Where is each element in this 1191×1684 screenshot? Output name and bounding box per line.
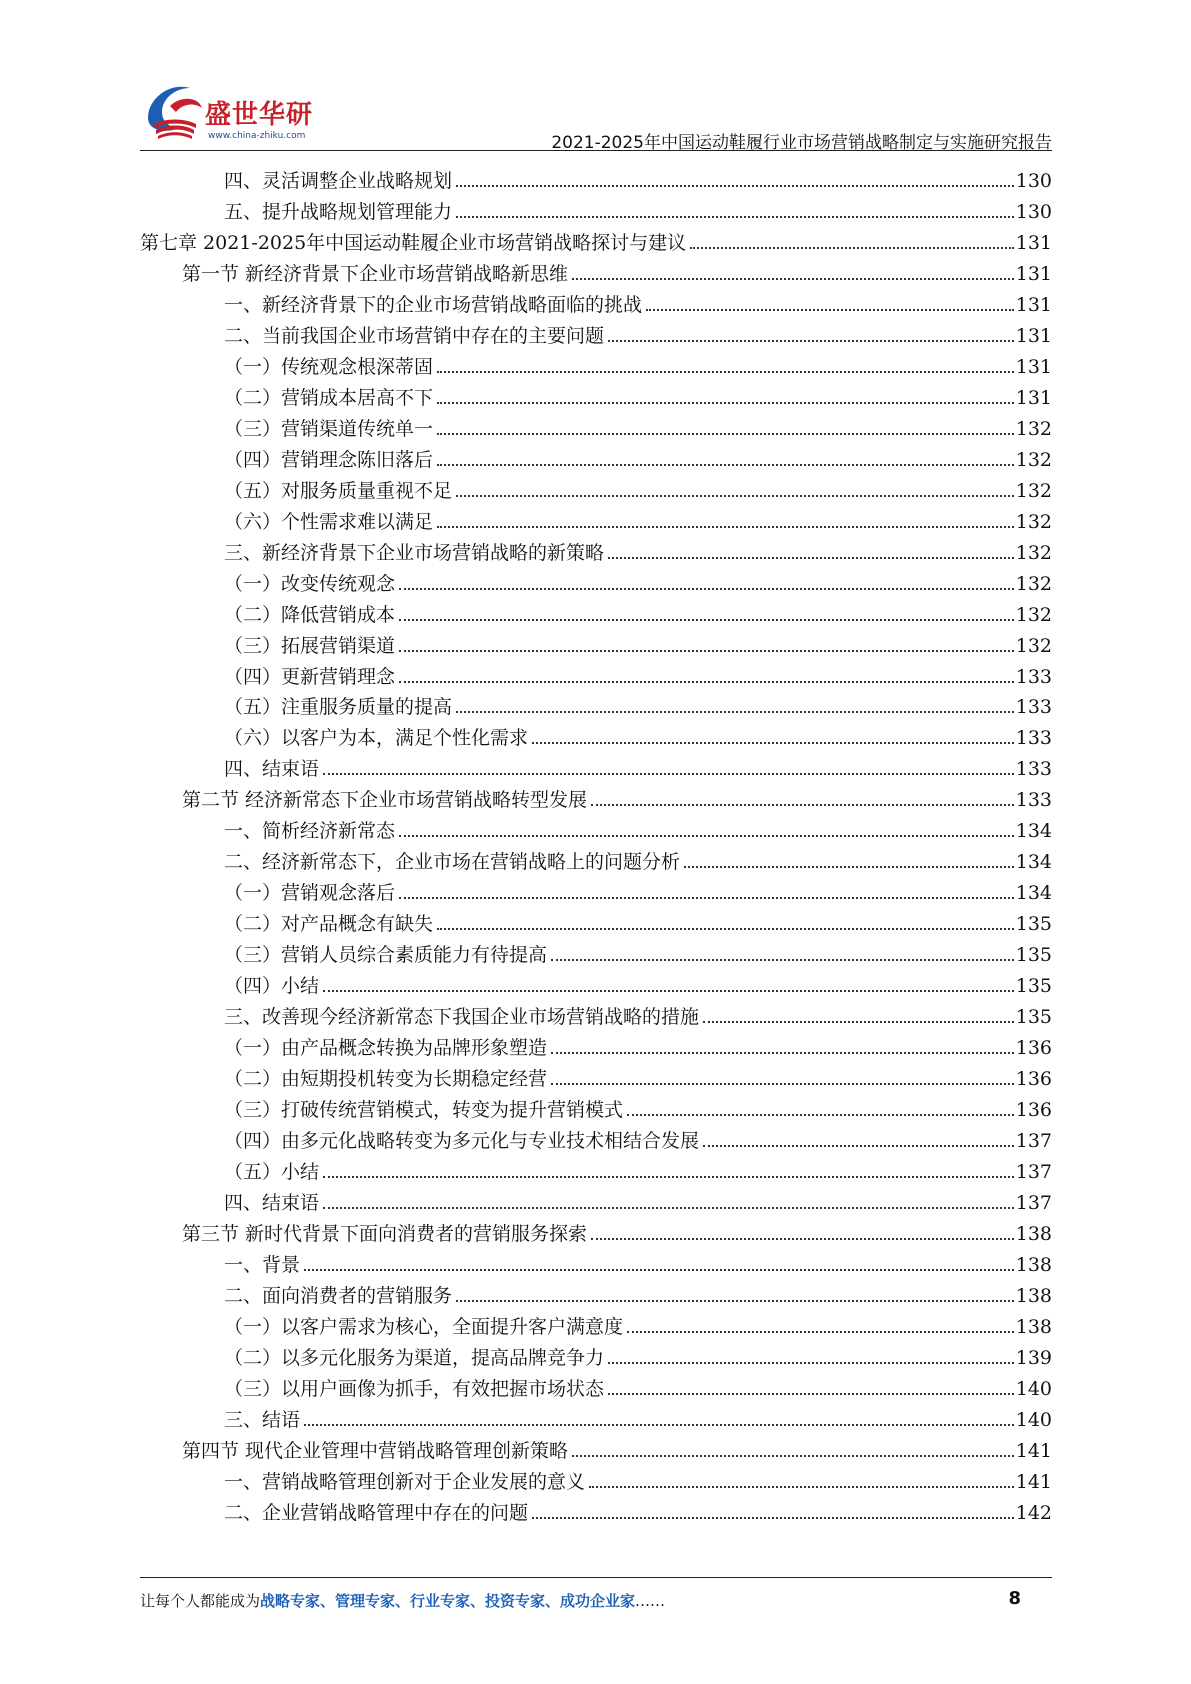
toc-dot-leader: [684, 866, 1014, 868]
toc-entry-page: 134: [1015, 882, 1052, 905]
toc-entry[interactable]: [140, 717, 1052, 748]
header-divider: [140, 150, 1052, 151]
toc-dot-leader: [399, 897, 1014, 899]
toc-entry-page: 142: [1015, 1501, 1052, 1524]
toc-entry-page: 132: [1015, 479, 1052, 502]
toc-entry-title: （四）由多元化战略转变为多元化与专业技术相结合发展: [224, 1130, 700, 1153]
toc-dot-leader: [532, 1517, 1014, 1519]
toc-entry-title: 三、结语: [224, 1408, 301, 1431]
toc-entry[interactable]: [140, 284, 1052, 315]
toc-entry[interactable]: [140, 996, 1052, 1027]
toc-dot-leader: [572, 278, 1014, 280]
toc-entry[interactable]: [140, 1182, 1052, 1213]
toc-entry-page: 137: [1015, 1161, 1052, 1184]
toc-dot-leader: [437, 464, 1014, 466]
company-logo: [140, 76, 314, 146]
toc-entry-title: 第七章 2021-2025年中国运动鞋履企业市场营销战略探讨与建议: [140, 231, 687, 254]
toc-entry-title: 一、简析经济新常态: [224, 820, 396, 843]
toc-entry-title: （三）拓展营销渠道: [224, 634, 396, 657]
toc-entry-page: 132: [1015, 634, 1052, 657]
toc-entry-page: 132: [1015, 572, 1052, 595]
toc-dot-leader: [703, 1021, 1014, 1023]
toc-entry-page: 137: [1015, 1130, 1052, 1153]
logo-name: 盛世华研: [205, 100, 314, 130]
toc-entry[interactable]: [140, 1151, 1052, 1182]
toc-entry-title: 第四节 现代企业管理中营销战略管理创新策略: [182, 1439, 569, 1462]
toc-entry[interactable]: [140, 810, 1052, 841]
toc-entry-title: 五、提升战略规划管理能力: [224, 200, 453, 223]
toc-dot-leader: [591, 804, 1014, 806]
toc-entry[interactable]: [140, 841, 1052, 872]
toc-entry-page: 138: [1015, 1284, 1052, 1307]
toc-dot-leader: [456, 711, 1014, 713]
toc-entry-page: 130: [1015, 170, 1052, 192]
toc-entry-page: 131: [1015, 293, 1052, 316]
toc-entry[interactable]: [140, 1058, 1052, 1089]
toc-dot-leader: [323, 990, 1014, 992]
toc-entry-page: 131: [1015, 355, 1052, 378]
toc-dot-leader: [608, 1393, 1014, 1395]
toc-dot-leader: [572, 1455, 1014, 1457]
toc-entry-page: 132: [1015, 510, 1052, 533]
toc-entry-title: 第三节 新时代背景下面向消费者的营销服务探索: [182, 1222, 588, 1245]
toc-entry-page: 134: [1015, 851, 1052, 874]
toc-entry[interactable]: [140, 191, 1052, 222]
toc-dot-leader: [304, 1424, 1014, 1426]
toc-dot-leader: [456, 185, 1014, 187]
toc-entry-title: 三、新经济背景下企业市场营销战略的新策略: [224, 541, 605, 564]
toc-entry[interactable]: [140, 1120, 1052, 1151]
toc-entry-title: 一、背景: [224, 1253, 301, 1276]
toc-dot-leader: [551, 1052, 1014, 1054]
toc-entry[interactable]: [140, 779, 1052, 810]
toc-entry-title: 二、面向消费者的营销服务: [224, 1284, 453, 1307]
toc-entry-page: 131: [1015, 386, 1052, 409]
toc-entry-page: 141: [1015, 1470, 1052, 1493]
toc-dot-leader: [304, 1269, 1014, 1271]
toc-entry-page: 135: [1015, 975, 1052, 998]
logo-url: www.china-zhiku.com: [208, 131, 306, 141]
toc-dot-leader: [456, 216, 1014, 218]
toc-entry-page: 132: [1015, 417, 1052, 440]
toc-entry-title: （二）由短期投机转变为长期稳定经营: [224, 1068, 548, 1091]
footer-slogan-prefix: 让每个人都能成为: [140, 1592, 261, 1610]
footer-slogan-suffix: ……: [635, 1592, 666, 1610]
toc-entry[interactable]: [140, 470, 1052, 501]
toc-entry-title: 二、当前我国企业市场营销中存在的主要问题: [224, 324, 605, 347]
toc-entry[interactable]: [140, 315, 1052, 346]
footer-slogan: [140, 1590, 665, 1611]
toc-entry[interactable]: [140, 532, 1052, 563]
page-header: [140, 76, 1052, 152]
toc-entry-title: （一）以客户需求为核心，全面提升客户满意度: [224, 1315, 624, 1338]
toc-entry-title: （三）营销渠道传统单一: [224, 417, 434, 440]
toc-dot-leader: [627, 1331, 1014, 1333]
toc-entry-title: （五）小结: [224, 1161, 320, 1184]
toc-entry-page: 137: [1015, 1192, 1052, 1214]
toc-dot-leader: [399, 650, 1014, 652]
toc-entry-title: 四、结束语: [224, 758, 320, 781]
report-title: 2021-2025年中国运动鞋履行业市场营销战略制定与实施研究报告: [551, 133, 1052, 153]
toc-entry-title: 四、灵活调整企业战略规划: [224, 170, 453, 192]
toc-entry-page: 132: [1015, 448, 1052, 471]
toc-entry-title: 四、结束语: [224, 1192, 320, 1214]
toc-entry-page: 135: [1015, 1006, 1052, 1029]
toc-dot-leader: [551, 1083, 1014, 1085]
toc-entry-title: 第一节 新经济背景下企业市场营销战略新思维: [182, 262, 569, 285]
toc-entry[interactable]: [140, 1399, 1052, 1430]
toc-dot-leader: [608, 557, 1014, 559]
toc-entry-title: 一、营销战略管理创新对于企业发展的意义: [224, 1470, 586, 1493]
toc-entry-page: 132: [1015, 603, 1052, 626]
toc-entry[interactable]: [140, 501, 1052, 532]
toc-entry[interactable]: [140, 377, 1052, 408]
toc-entry-title: （六）以客户为本，满足个性化需求: [224, 727, 529, 750]
toc-entry[interactable]: [140, 408, 1052, 439]
toc-dot-leader: [608, 1362, 1014, 1364]
toc-entry[interactable]: [140, 594, 1052, 625]
toc-entry[interactable]: [140, 748, 1052, 779]
toc-entry[interactable]: [140, 346, 1052, 377]
toc-dot-leader: [437, 371, 1014, 373]
toc-entry-title: 一、新经济背景下的企业市场营销战略面临的挑战: [224, 293, 643, 316]
toc-dot-leader: [437, 433, 1014, 435]
toc-dot-leader: [646, 309, 1014, 311]
toc-entry-title: （一）改变传统观念: [224, 572, 396, 595]
toc-entry-page: 133: [1015, 665, 1052, 688]
toc-entry-page: 133: [1015, 727, 1052, 750]
toc-entry[interactable]: [140, 686, 1052, 717]
toc-entry-page: 131: [1015, 324, 1052, 347]
toc-entry-page: 130: [1015, 200, 1052, 223]
footer-slogan-highlight: 战略专家、管理专家、行业专家、投资专家、成功企业家: [260, 1592, 636, 1610]
toc-entry-title: 三、改善现今经济新常态下我国企业市场营销战略的措施: [224, 1006, 700, 1029]
toc-entry-title: 二、经济新常态下，企业市场在营销战略上的问题分析: [224, 851, 681, 874]
toc-entry[interactable]: [140, 253, 1052, 284]
toc-entry-title: （二）对产品概念有缺失: [224, 913, 434, 936]
toc-entry-page: 138: [1015, 1253, 1052, 1276]
toc-entry-title: （四）更新营销理念: [224, 665, 396, 688]
toc-dot-leader: [589, 1486, 1014, 1488]
toc-dot-leader: [690, 247, 1014, 249]
toc-entry[interactable]: [140, 1027, 1052, 1058]
toc-entry-page: 138: [1015, 1222, 1052, 1245]
toc-entry-title: （五）对服务质量重视不足: [224, 479, 453, 502]
toc-entry-title: （四）营销理念陈旧落后: [224, 448, 434, 471]
toc-dot-leader: [399, 681, 1014, 683]
toc-entry[interactable]: [140, 934, 1052, 965]
toc-entry-page: 140: [1015, 1377, 1052, 1400]
toc-entry-page: 141: [1015, 1439, 1052, 1462]
toc-entry[interactable]: [140, 872, 1052, 903]
toc-entry-page: 133: [1015, 696, 1052, 719]
toc-dot-leader: [551, 959, 1014, 961]
toc-entry-page: 136: [1015, 1099, 1052, 1122]
toc-entry-title: （三）以用户画像为抓手，有效把握市场状态: [224, 1377, 605, 1400]
toc-entry[interactable]: [140, 1461, 1052, 1492]
toc-entry[interactable]: [140, 656, 1052, 687]
toc-entry[interactable]: [140, 1213, 1052, 1244]
toc-dot-leader: [437, 402, 1014, 404]
toc-entry[interactable]: [140, 1244, 1052, 1275]
toc-dot-leader: [456, 1300, 1014, 1302]
toc-entry-title: （三）营销人员综合素质能力有待提高: [224, 944, 548, 967]
toc-entry-title: （二）营销成本居高不下: [224, 386, 434, 409]
toc-entry-page: 135: [1015, 913, 1052, 936]
toc-entry-page: 133: [1015, 789, 1052, 812]
toc-entry-title: （六）个性需求难以满足: [224, 510, 434, 533]
toc-entry-page: 138: [1015, 1315, 1052, 1338]
toc-dot-leader: [532, 742, 1014, 744]
toc-entry[interactable]: [140, 625, 1052, 656]
toc-dot-leader: [323, 1207, 1014, 1209]
toc-dot-leader: [399, 835, 1014, 837]
toc-entry[interactable]: [140, 1337, 1052, 1368]
toc-entry[interactable]: [140, 903, 1052, 934]
toc-entry-page: 133: [1015, 758, 1052, 781]
toc-entry-title: （五）注重服务质量的提高: [224, 696, 453, 719]
toc-entry[interactable]: [140, 563, 1052, 594]
toc-entry[interactable]: [140, 1492, 1052, 1523]
toc-entry-page: 139: [1015, 1346, 1052, 1369]
toc-entry-page: 136: [1015, 1037, 1052, 1060]
toc-entry[interactable]: [140, 439, 1052, 470]
toc-dot-leader: [323, 1176, 1014, 1178]
toc-entry-title: （一）传统观念根深蒂固: [224, 355, 434, 378]
toc-dot-leader: [456, 495, 1014, 497]
toc-entry-title: （二）以多元化服务为渠道，提高品牌竞争力: [224, 1346, 605, 1369]
toc-dot-leader: [627, 1114, 1014, 1116]
toc-dot-leader: [399, 619, 1014, 621]
toc-dot-leader: [323, 773, 1014, 775]
toc-entry-title: （一）营销观念落后: [224, 882, 396, 905]
toc-entry-page: 140: [1015, 1408, 1052, 1431]
toc-entry-title: （二）降低营销成本: [224, 603, 396, 626]
toc-entry-page: 131: [1015, 231, 1052, 254]
toc-entry-title: （三）打破传统营销模式，转变为提升营销模式: [224, 1099, 624, 1122]
toc-entry[interactable]: [140, 1430, 1052, 1461]
toc-dot-leader: [437, 928, 1014, 930]
page-number: 8: [1008, 1588, 1021, 1609]
toc-entry-title: （四）小结: [224, 975, 320, 998]
toc-entry-title: 第二节 经济新常态下企业市场营销战略转型发展: [182, 789, 588, 812]
toc-dot-leader: [608, 340, 1014, 342]
toc-entry-page: 131: [1015, 262, 1052, 285]
toc-dot-leader: [703, 1145, 1014, 1147]
logo-swoosh-icon: [140, 78, 210, 148]
toc-entry-title: 二、企业营销战略管理中存在的问题: [224, 1501, 529, 1524]
toc-entry[interactable]: [140, 222, 1052, 253]
toc-entry[interactable]: [140, 1089, 1052, 1120]
toc-entry-title: （一）由产品概念转换为品牌形象塑造: [224, 1037, 548, 1060]
toc-dot-leader: [591, 1238, 1014, 1240]
toc-entry[interactable]: [140, 965, 1052, 996]
toc-entry-page: 136: [1015, 1068, 1052, 1091]
toc-entry[interactable]: [140, 1368, 1052, 1399]
toc-entry-page: 132: [1015, 541, 1052, 564]
toc-entry[interactable]: [140, 1275, 1052, 1306]
toc-dot-leader: [437, 526, 1014, 528]
footer-divider: [140, 1577, 1052, 1578]
toc-dot-leader: [399, 588, 1014, 590]
toc-entry[interactable]: [140, 160, 1052, 191]
toc-entry-page: 135: [1015, 944, 1052, 967]
toc-entry-page: 134: [1015, 820, 1052, 843]
toc-entry[interactable]: [140, 1306, 1052, 1337]
